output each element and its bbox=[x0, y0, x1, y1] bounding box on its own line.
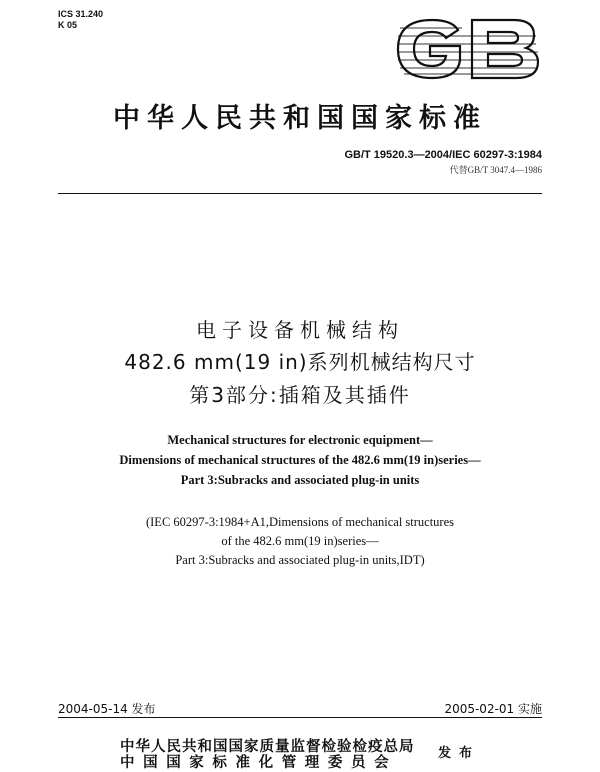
english-title-line-2: Dimensions of mechanical structures of the 482.6 mm(19 in)series— bbox=[119, 453, 481, 467]
standard-number: GB/T 19520.3—2004/IEC 60297-3:1984 bbox=[344, 149, 542, 161]
iec-reference-line-2: of the 482.6 mm(19 in)series— bbox=[221, 534, 379, 548]
replaces-standard: 代替GB/T 3047.4—1986 bbox=[449, 165, 542, 175]
issuer-sac: 中国国家标准化管理委员会 bbox=[120, 755, 398, 771]
issue-date: 2004-05-14 发布 bbox=[58, 702, 156, 716]
issuer-aqsiq: 中华人民共和国国家质量监督检验检疫总局 bbox=[120, 739, 415, 755]
ics-code: ICS 31.240 bbox=[58, 9, 104, 19]
chinese-title-line-1: 电子设备机械结构 bbox=[196, 318, 404, 342]
chinese-title-line-2: 482.6 mm(19 in)系列机械结构尺寸 bbox=[124, 350, 476, 374]
gb-logo bbox=[392, 16, 542, 82]
bottom-divider bbox=[58, 717, 542, 718]
implementation-date: 2005-02-01 实施 bbox=[444, 702, 542, 716]
publish-label: 发布 bbox=[438, 746, 481, 761]
chinese-title-line-3: 第3部分:插箱及其插件 bbox=[189, 383, 411, 407]
iec-reference-line-3: Part 3:Subracks and associated plug-in units,IDT) bbox=[175, 553, 425, 567]
english-title-line-3: Part 3:Subracks and associated plug-in units bbox=[180, 473, 420, 487]
ccs-code: K 05 bbox=[58, 20, 78, 30]
iec-reference-line-1: (IEC 60297-3:1984+A1,Dimensions of mechanical structures bbox=[145, 515, 455, 529]
top-divider bbox=[58, 193, 542, 194]
classification-codes bbox=[58, 9, 103, 31]
english-title-line-1: Mechanical structures for electronic equipment— bbox=[167, 433, 433, 447]
national-standard-title: 中华人民共和国国家标准 bbox=[113, 103, 487, 134]
